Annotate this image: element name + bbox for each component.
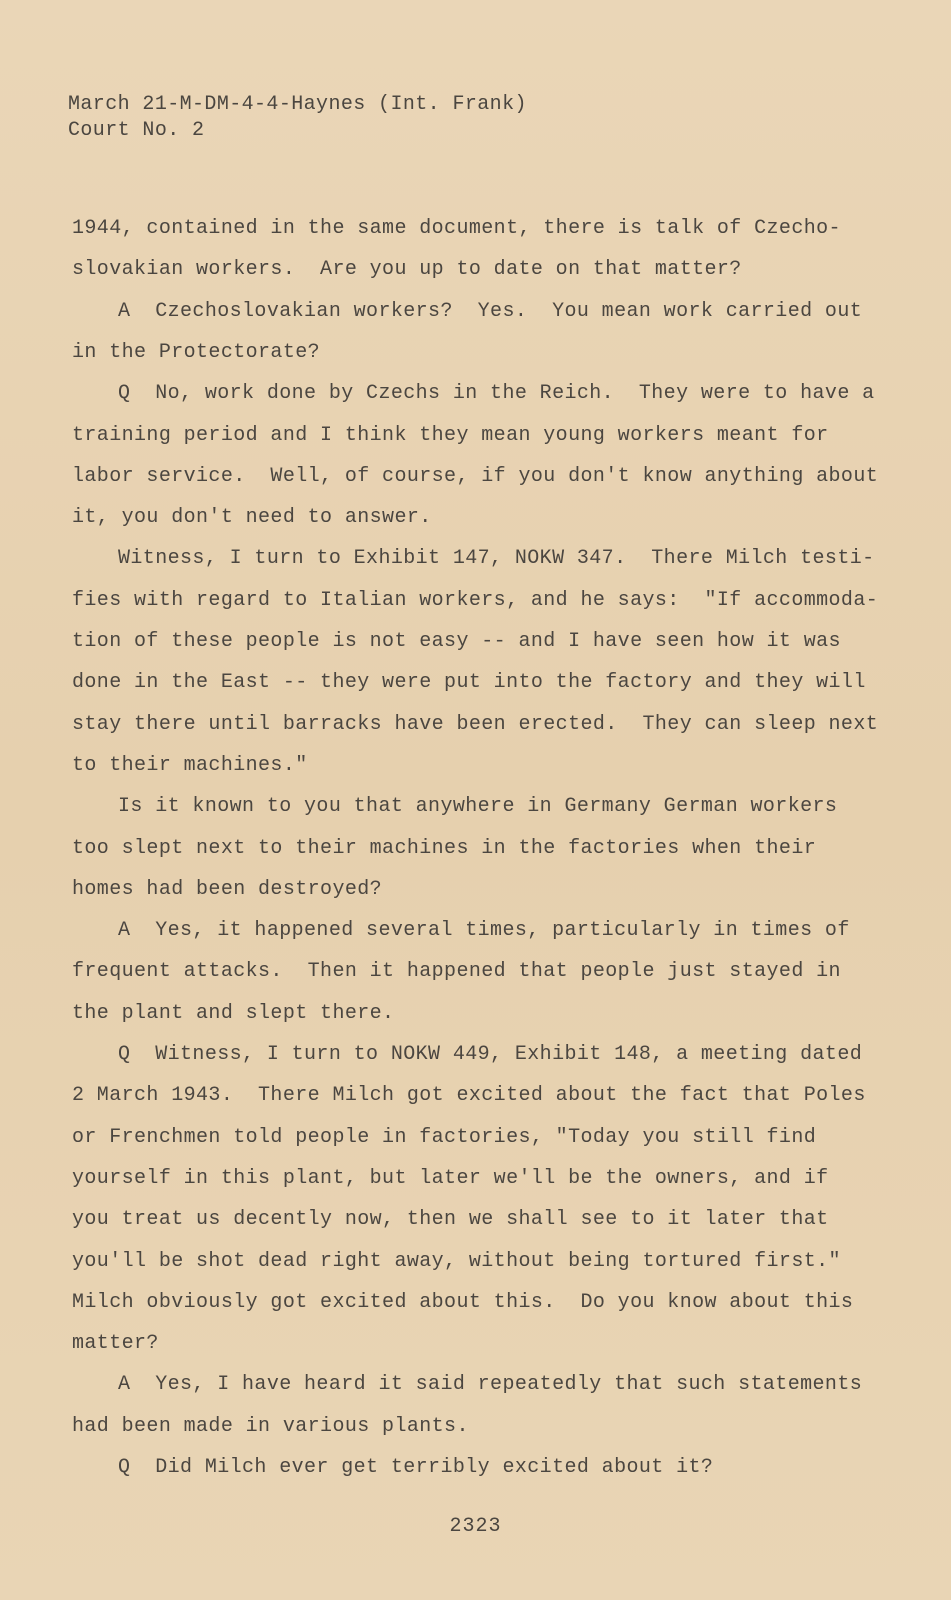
transcript-line: yourself in this plant, but later we'll be the owners, and if [72,1166,829,1190]
transcript-line: tion of these people is not easy -- and I have seen how it was [72,630,841,653]
transcript-line: Q No, work done by Czechs in the Reich. They were to have a [118,382,875,406]
header-court-line: Court No. 2 [68,119,205,142]
transcript-line: labor service. Well, of course, if you don't know anything about [72,464,879,488]
transcript-line: the plant and slept there. [72,1001,395,1025]
transcript-line: 1944, contained in the same document, there is talk of Czecho- [72,217,841,240]
transcript-line: to their machines." [72,753,308,777]
header-case-line: March 21-M-DM-4-4-Haynes (Int. Frank) [68,93,527,116]
transcript-line: in the Protectorate? [72,340,321,364]
transcript-line: A Yes, I have heard it said repeatedly that such statements [118,1373,863,1397]
transcript-line: Milch obviously got excited about this. Do you know about this [72,1290,854,1314]
transcript-line: too slept next to their machines in the factories when their [72,836,817,860]
transcript-line: homes had been destroyed? [72,877,383,901]
transcript-line: you'll be shot dead right away, without being tortured first." [72,1249,841,1273]
transcript-line: frequent attacks. Then it happened that people just stayed in [72,960,841,984]
transcript-line: Witness, I turn to Exhibit 147, NOKW 347. There Milch testi- [118,547,875,571]
transcript-line: A Yes, it happened several times, particularly in times of [118,919,850,943]
transcript-line: had been made in various plants. [72,1414,469,1438]
transcript-line: A Czechoslovakian workers? Yes. You mean work carried out [118,299,863,323]
transcript-line: Is it known to you that anywhere in Germany German workers [118,795,838,819]
transcript-line: it, you don't need to answer. [72,506,432,530]
transcript-line: stay there until barracks have been erected. They can sleep next [72,712,879,736]
transcript-line: or Frenchmen told people in factories, "Today you still find [72,1125,817,1149]
transcript-line: you treat us decently now, then we shall see to it later that [72,1208,829,1232]
transcript-line: slovakian workers. Are you up to date on that matter? [72,258,742,282]
page-number: 2323 [449,1515,502,1538]
transcript-line: done in the East -- they were put into the factory and they will [72,671,866,695]
transcript-line: Q Witness, I turn to NOKW 449, Exhibit 148, a meeting dated [118,1043,863,1066]
transcript-line: 2 March 1943. There Milch got excited about the fact that Poles [72,1084,866,1108]
transcript-line: fies with regard to Italian workers, and he says: "If accommoda- [72,588,879,612]
transcript-line: Q Did Milch ever get terribly excited about it? [118,1456,714,1479]
transcript-line: training period and I think they mean young workers meant for [72,423,829,447]
transcript-line: matter? [72,1332,159,1356]
